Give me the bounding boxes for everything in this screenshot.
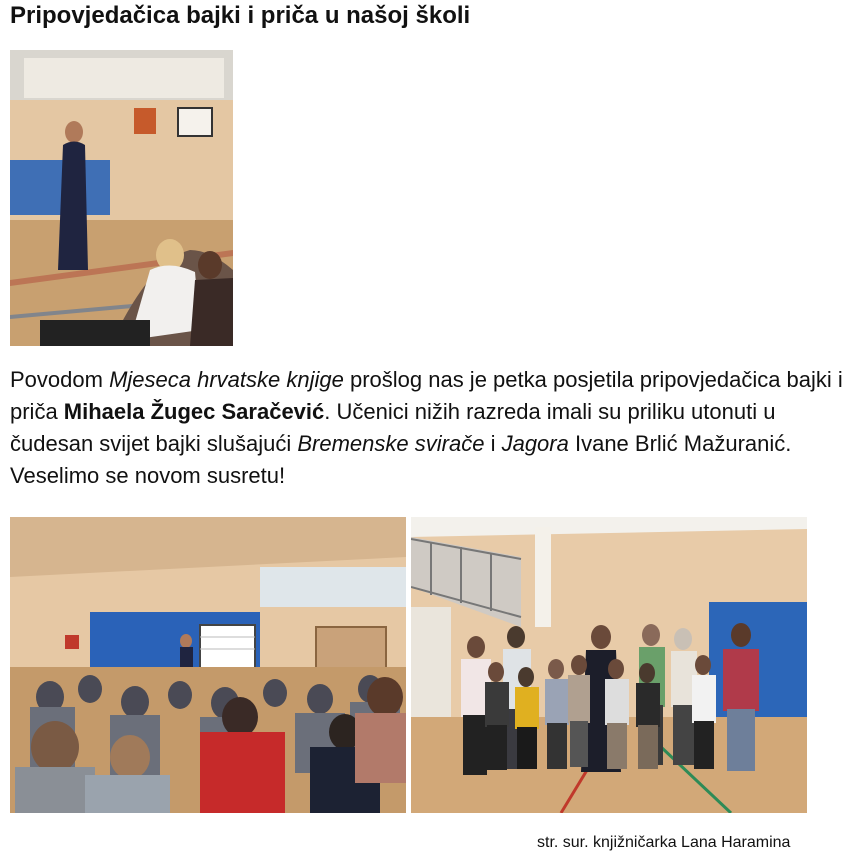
paragraph-text-3: . Učenici nižih razreda imali su priliku utonuti u čudesan svijet bajki slušajući bbox=[10, 399, 776, 456]
story-title-2: Jagora bbox=[501, 431, 569, 456]
photo-audience-gym bbox=[10, 517, 406, 813]
article-title: Pripovjedačica bajki i priča u našoj školi bbox=[10, 2, 471, 29]
photo-storyteller-gym bbox=[10, 50, 233, 346]
story-title-1: Bremenske svirače bbox=[297, 431, 485, 456]
paragraph-text-2: prošlog nas je petka posjetila pripovjedačica bajki i priča bbox=[10, 367, 843, 424]
paragraph-text-1: Povodom bbox=[10, 367, 110, 392]
photo-credit: str. sur. knjižničarka Lana Haramina bbox=[537, 834, 791, 851]
photo-group-portrait bbox=[411, 517, 807, 813]
article-paragraph bbox=[10, 364, 850, 492]
storyteller-name: Mihaela Žugec Saračević bbox=[63, 399, 325, 424]
paragraph-text-5: Ivane Brlić Mažuranić. Veselimo se novom susretu! bbox=[10, 431, 792, 488]
paragraph-text-4: i bbox=[484, 431, 502, 456]
book-month-name: Mjeseca hrvatske knjige bbox=[109, 367, 344, 392]
